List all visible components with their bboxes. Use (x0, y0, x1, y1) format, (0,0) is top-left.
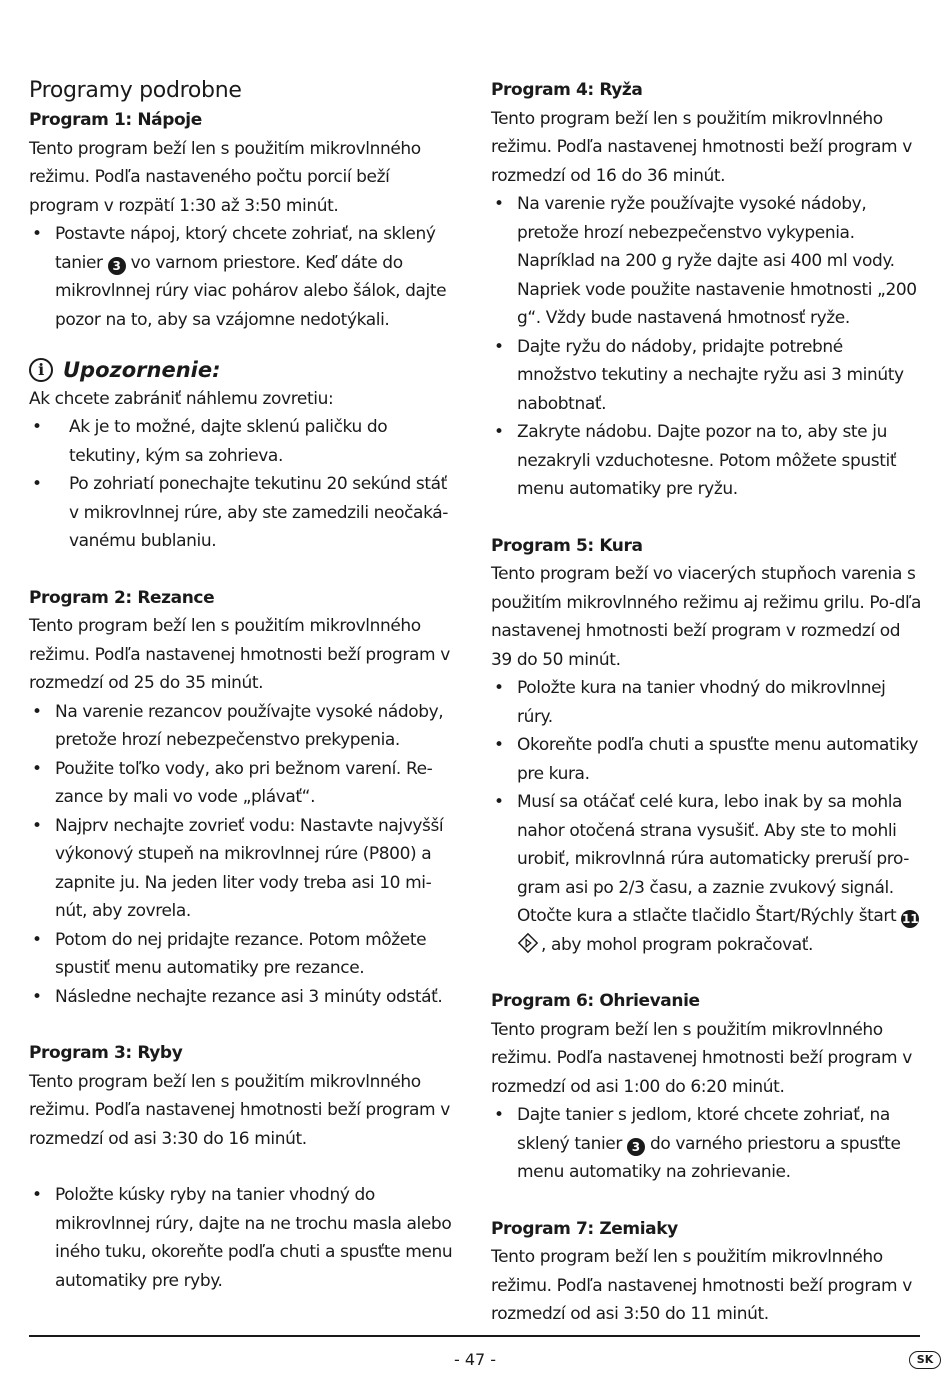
language-badge: SK (909, 1351, 941, 1369)
bullet-text: Musí sa otáčať celé kura, lebo inak by sa mohla nahor otočená strana vysušiť. Aby ste to mohli urobiť, mikrovlnná rúra automaticky preruší pro-gram asi po 2/3 času, a zaznie zvukový signál. Otočte kura a stlačte tlačidlo Štart/Rýchly štart (517, 792, 909, 926)
list-item: • Po zohriatí ponechajte tekutinu 20 sekúnd stáť v mikrovlnnej rúre, aby ste zamedzili neočaká-vanému bublaniu. (29, 470, 461, 556)
bullet-text: Dajte tanier s jedlom, ktoré chcete zohriať, na sklený tanier (517, 1105, 890, 1154)
program-2-text: Tento program beží len s použitím mikrovlnného režimu. Podľa nastavenej hmotnosti beží program v rozmedzí od 25 do 35 minút. (29, 616, 450, 693)
program-4-title: Program 4: Ryža (491, 80, 643, 100)
program-7-title: Program 7: Zemiaky (491, 1218, 678, 1239)
left-column (29, 76, 461, 1295)
list-item: • Položte kúsky ryby na tanier vhodný do mikrovlnnej rúry, dajte na ne trochu masla alebo iného tuku, okoreňte podľa chuti a spusťte menu automatiky pre ryby. (29, 1181, 461, 1295)
note-title: Upozornenie: (63, 358, 221, 382)
list-item: • Na varenie ryže používajte vysoké nádoby, pretože hrozí nebezpečenstvo vykypenia. Napríklad na 200 g ryže dajte asi 400 ml vody. Napriek vode použite nastavenie hmotnosti „200 g“. Vždy bude nastavená hmotnosť ryže. (491, 190, 923, 333)
right-column (491, 76, 923, 1329)
ref-number-badge: 3 (627, 1138, 645, 1156)
list-item: • Na varenie rezancov používajte vysoké nádoby, pretože hrozí nebezpečenstvo prekypenia. (29, 698, 461, 755)
note-heading (29, 356, 461, 385)
program-7-text: Tento program beží len s použitím mikrovlnného režimu. Podľa nastavenej hmotnosti beží program v rozmedzí od asi 3:50 do 11 minút. (491, 1247, 912, 1324)
program-3-bullets (29, 1181, 461, 1295)
program-6-section (491, 987, 923, 1187)
list-item: • Najprv nechajte zovrieť vodu: Nastavte najvyšší výkonový stupeň na mikrovlnnej rúre (P800) a zapnite ju. Na jeden liter vody treba asi 10 mi-nút, aby zovrela. (29, 812, 461, 926)
program-4-text: Tento program beží len s použitím mikrovlnného režimu. Podľa nastavenej hmotnosti beží program v rozmedzí od 16 do 36 minút. (491, 108, 912, 186)
list-item (491, 1101, 923, 1187)
bullet-text: , aby mohol program pokračovať. (541, 934, 814, 955)
program-3-text: Tento program beží len s použitím mikrovlnného režimu. Podľa nastavenej hmotnosti beží program v rozmedzí od asi 3:30 do 16 minút. (29, 1071, 450, 1149)
program-7-section (491, 1215, 923, 1329)
program-6-text: Tento program beží len s použitím mikrovlnného režimu. Podľa nastavenej hmotnosti beží program v rozmedzí od asi 1:00 do 6:20 minút. (491, 1019, 912, 1097)
program-3-section (29, 1039, 461, 1295)
note-bullets (29, 413, 461, 556)
list-item: • Položte kura na tanier vhodný do mikrovlnnej rúry. (491, 674, 923, 731)
program-5-section (491, 532, 923, 960)
start-diamond-icon (517, 932, 539, 954)
page-number: - 47 - (453, 1350, 497, 1369)
program-6-bullets (491, 1101, 923, 1187)
list-item: • Následne nechajte rezance asi 3 minúty odstáť. (29, 983, 461, 1012)
list-item (491, 788, 923, 959)
list-item (29, 220, 461, 334)
bullet-text: vo varnom priestore. Keď dáte do mikrovlnnej rúry viac pohárov alebo šálok, dajte pozor na to, aby sa vzájomne nedotýkali. (55, 252, 447, 330)
bullet-text: Postavte nápoj, ktorý chcete zohriať, na sklený tanier (55, 224, 436, 273)
note-intro: Ak chcete zabrániť náhlemu zovretiu: (29, 388, 334, 409)
program-4-bullets (491, 190, 923, 504)
program-5-title: Program 5: Kura (491, 535, 643, 556)
ref-number-badge: 11 (901, 912, 919, 926)
program-4-section (491, 76, 923, 504)
program-6-title: Program 6: Ohrievanie (491, 991, 700, 1011)
program-2-title: Program 2: Rezance (29, 587, 215, 608)
program-1-text: Tento program beží len s použitím mikrovlnného režimu. Podľa nastaveného počtu porcií beží program v rozpätí 1:30 až 3:50 minút. (29, 138, 421, 216)
program-1-bullets (29, 220, 461, 334)
footer-divider (29, 1335, 920, 1337)
program-5-bullets (491, 674, 923, 959)
program-1-title: Program 1: Nápoje (29, 110, 202, 130)
list-item: • Použite toľko vody, ako pri bežnom varení. Re-zance by mali vo vode „plávať“. (29, 755, 461, 812)
program-2-section (29, 584, 461, 1012)
ref-number-badge: 3 (108, 257, 126, 275)
list-item: • Zakryte nádobu. Dajte pozor na to, aby ste ju nezakryli vzduchotesne. Potom môžete spustiť menu automatiky pre ryžu. (491, 418, 923, 504)
program-3-title: Program 3: Ryby (29, 1043, 183, 1063)
list-item: • Dajte ryžu do nádoby, pridajte potrebné množstvo tekutiny a nechajte ryžu asi 3 minúty nabobtnať. (491, 333, 923, 419)
list-item: • Okoreňte podľa chuti a spusťte menu automatiky pre kura. (491, 731, 923, 788)
list-item: • Potom do nej pridajte rezance. Potom môžete spustiť menu automatiky pre rezance. (29, 926, 461, 983)
section-title: Programy podrobne (29, 78, 242, 103)
program-1-section (29, 106, 461, 334)
info-icon: i (29, 358, 53, 382)
program-2-bullets (29, 698, 461, 1012)
list-item: • Ak je to možné, dajte sklenú paličku do tekutiny, kým sa zohrieva. (29, 413, 461, 470)
bullet-text: do varného priestoru a spusťte menu automatiky na zohrievanie. (517, 1133, 901, 1182)
program-5-text: Tento program beží vo viacerých stupňoch varenia s použitím mikrovlnného režimu aj režimu grilu. Po-dľa nastavenej hmotnosti beží program v rozmedzí od 39 do 50 minút. (491, 564, 922, 670)
